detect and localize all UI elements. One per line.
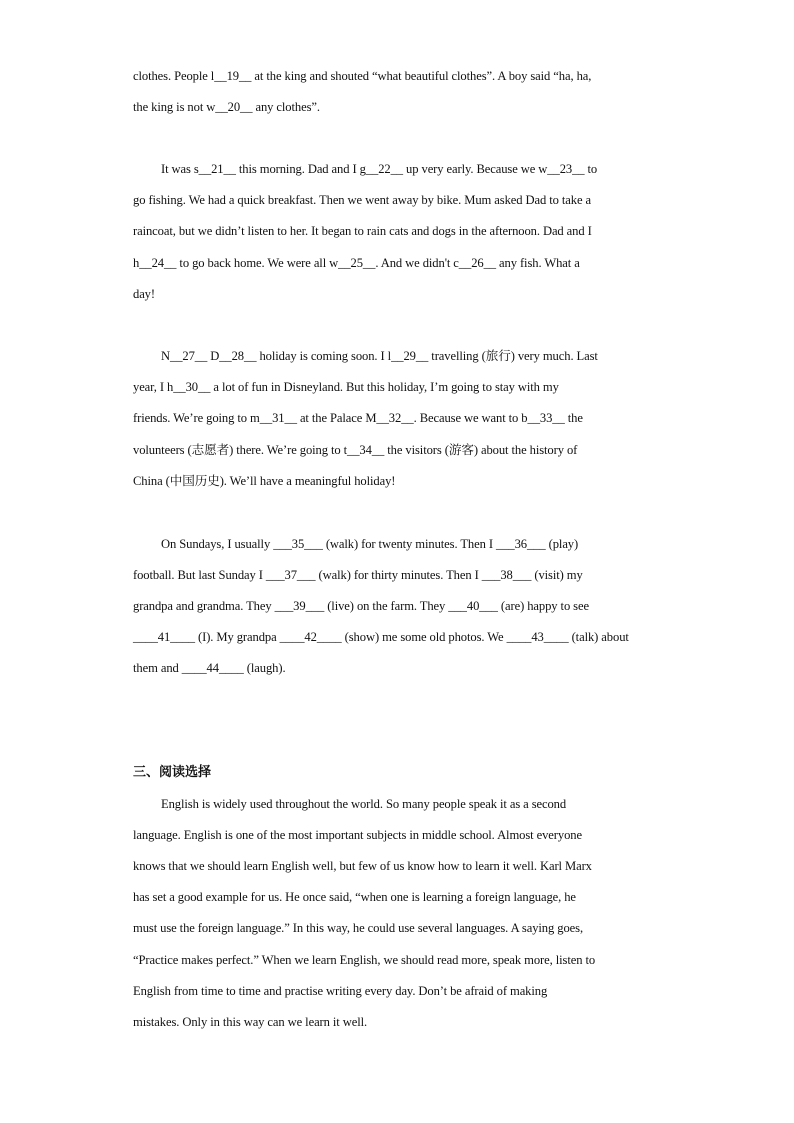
- text-line: year, I h__30__ a lot of fun in Disneyland. But this holiday, I’m going to stay with my: [133, 380, 559, 394]
- text-line: N__27__ D__28__ holiday is coming soon. I l__29__ travelling (旅行) very much. Last: [161, 349, 598, 363]
- section-heading: 三、阅读选择: [133, 765, 212, 780]
- text-line: English from time to time and practise writing every day. Don’t be afraid of making: [133, 984, 548, 998]
- text-line: football. But last Sunday I ___37___ (walk) for thirty minutes. Then I ___38___ (visit) my: [133, 568, 583, 582]
- text-line: “Practice makes perfect.” When we learn English, we should read more, speak more, listen to: [133, 953, 596, 967]
- text-line: day!: [133, 287, 155, 301]
- text-line: English is widely used throughout the world. So many people speak it as a second: [161, 797, 567, 811]
- text-line: volunteers (志愿者) there. We’re going to t__34__ the visitors (游客) about the history of: [133, 443, 578, 457]
- text-line: China (中国历史). We’ll have a meaningful holiday!: [133, 474, 396, 488]
- text-line: grandpa and grandma. They ___39___ (live) on the farm. They ___40___ (are) happy to see: [133, 599, 589, 613]
- text-line: It was s__21__ this morning. Dad and I g__22__ up very early. Because we w__23__ to: [161, 162, 598, 176]
- text-line: mistakes. Only in this way can we learn it well.: [133, 1015, 368, 1029]
- text-line: ____41____ (I). My grandpa ____42____ (show) me some old photos. We ____43____ (talk) about: [133, 630, 629, 644]
- text-line: has set a good example for us. He once said, “when one is learning a foreign language, he: [133, 890, 576, 904]
- text-line: clothes. People l__19__ at the king and shouted “what beautiful clothes”. A boy said “ha, ha,: [133, 69, 592, 83]
- text-line: the king is not w__20__ any clothes”.: [133, 100, 320, 114]
- text-line: raincoat, but we didn’t listen to her. It began to rain cats and dogs in the afternoon. Dad and I: [133, 224, 592, 238]
- text-line: them and ____44____ (laugh).: [133, 661, 286, 675]
- text-line: On Sundays, I usually ___35___ (walk) for twenty minutes. Then I ___36___ (play): [161, 537, 579, 551]
- text-line: friends. We’re going to m__31__ at the Palace M__32__. Because we want to b__33__ the: [133, 411, 583, 425]
- text-line: must use the foreign language.” In this way, he could use several languages. A saying goes,: [133, 921, 583, 935]
- text-line: go fishing. We had a quick breakfast. Then we went away by bike. Mum asked Dad to take a: [133, 193, 592, 207]
- text-line: knows that we should learn English well, but few of us know how to learn it well. Karl Marx: [133, 859, 592, 873]
- text-line: language. English is one of the most important subjects in middle school. Almost everyone: [133, 828, 582, 842]
- text-line: h__24__ to go back home. We were all w__25__. And we didn't c__26__ any fish. What a: [133, 256, 580, 270]
